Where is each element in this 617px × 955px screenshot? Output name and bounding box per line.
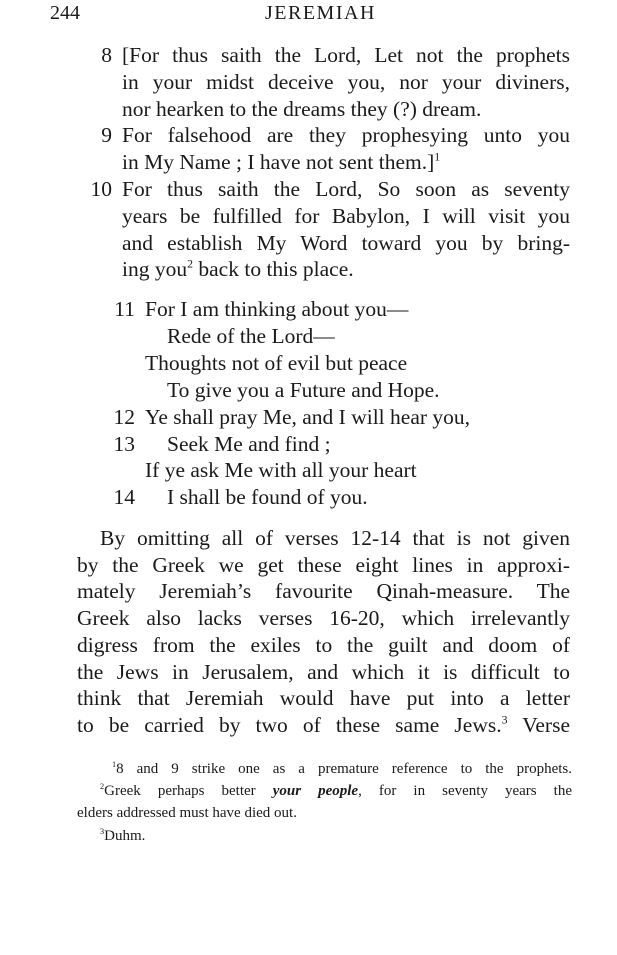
paragraph-line: think that Jeremiah would have put into a letter bbox=[77, 686, 570, 711]
poem-line: Ye shall pray Me, and I will hear you, bbox=[145, 404, 471, 429]
footnote-ref: 3 bbox=[501, 712, 508, 727]
paragraph-line: mately Jeremiah’s favourite Qinah-measure. The bbox=[77, 579, 570, 604]
verse-number: 8 bbox=[101, 43, 112, 67]
paragraph-line: By omitting all of verses 12-14 that is not given bbox=[100, 526, 570, 550]
page-number: 244 bbox=[50, 2, 80, 24]
paragraph-line: by the Greek we get these eight lines in approxi- bbox=[77, 552, 570, 577]
paragraph-line: Greek also lacks verses 16-20, which irrelevantly bbox=[77, 606, 570, 631]
verse-line: and establish My Word toward you by bring- bbox=[122, 230, 570, 255]
verse-number: 12 bbox=[113, 404, 135, 429]
footnote-italic: your people bbox=[272, 783, 359, 799]
running-title: JEREMIAH bbox=[265, 2, 376, 24]
poem-line: If ye ask Me with all your heart bbox=[145, 458, 417, 483]
verse-line: years be fulfilled for Babylon, I will visit you bbox=[122, 203, 570, 228]
verse-number: 10 bbox=[90, 177, 112, 201]
poem-line: For I am thinking about you— bbox=[145, 297, 409, 321]
poem-line: Thoughts not of evil but peace bbox=[145, 350, 408, 375]
verse-number: 13 bbox=[113, 431, 135, 456]
poem-line: Seek Me and find ; bbox=[167, 431, 331, 456]
footnote-ref: 2 bbox=[187, 257, 194, 272]
footnote-marker: 2 bbox=[100, 782, 105, 792]
footnote-text: 8 and 9 strike one as a premature reference to the prophets. bbox=[116, 761, 572, 777]
verse-line: For falsehood are they prophesying unto you bbox=[122, 123, 570, 148]
paragraph-line: to be carried by two of these same Jews.$^3$ Verse bbox=[77, 712, 570, 737]
footnote-ref: 1 bbox=[434, 149, 441, 164]
paragraph-line: the Jews in Jerusalem, and which it is difficult to bbox=[77, 659, 570, 684]
footnote-1 bbox=[112, 759, 572, 779]
verse-number: 14 bbox=[113, 485, 135, 510]
footnote-marker: 1 bbox=[112, 760, 117, 770]
verse-line: ing you$^2$ back to this place. bbox=[122, 257, 354, 282]
verse-number: 9 bbox=[101, 123, 112, 148]
poem-line: To give you a Future and Hope. bbox=[167, 377, 440, 402]
poem-line: Rede of the Lord— bbox=[167, 323, 335, 348]
footnote-2 bbox=[100, 781, 572, 801]
paragraph-line: digress from the exiles to the guilt and doom of bbox=[77, 632, 570, 657]
verse-line: in My Name ; I have not sent them.]$^1$ bbox=[122, 149, 441, 175]
poem-line: I shall be found of you. bbox=[167, 485, 368, 510]
footnote-text: , for in seventy years the bbox=[358, 783, 572, 799]
verse-line: [For thus saith the Lord, Let not the prophets bbox=[122, 43, 570, 67]
verse-line: nor hearken to the dreams they (?) dream. bbox=[122, 96, 482, 121]
footnote-text: Duhm. bbox=[104, 828, 146, 844]
footnote-text: Greek perhaps better bbox=[104, 783, 273, 799]
footnote-2-continuation: elders addressed must have died out. bbox=[77, 805, 297, 821]
footnote-3 bbox=[100, 826, 145, 846]
verse-number: 11 bbox=[114, 297, 135, 321]
footnote-marker: 3 bbox=[100, 827, 105, 837]
verse-line: For thus saith the Lord, So soon as seventy bbox=[122, 177, 570, 201]
verse-line: in your midst deceive you, nor your diviners, bbox=[122, 69, 570, 94]
